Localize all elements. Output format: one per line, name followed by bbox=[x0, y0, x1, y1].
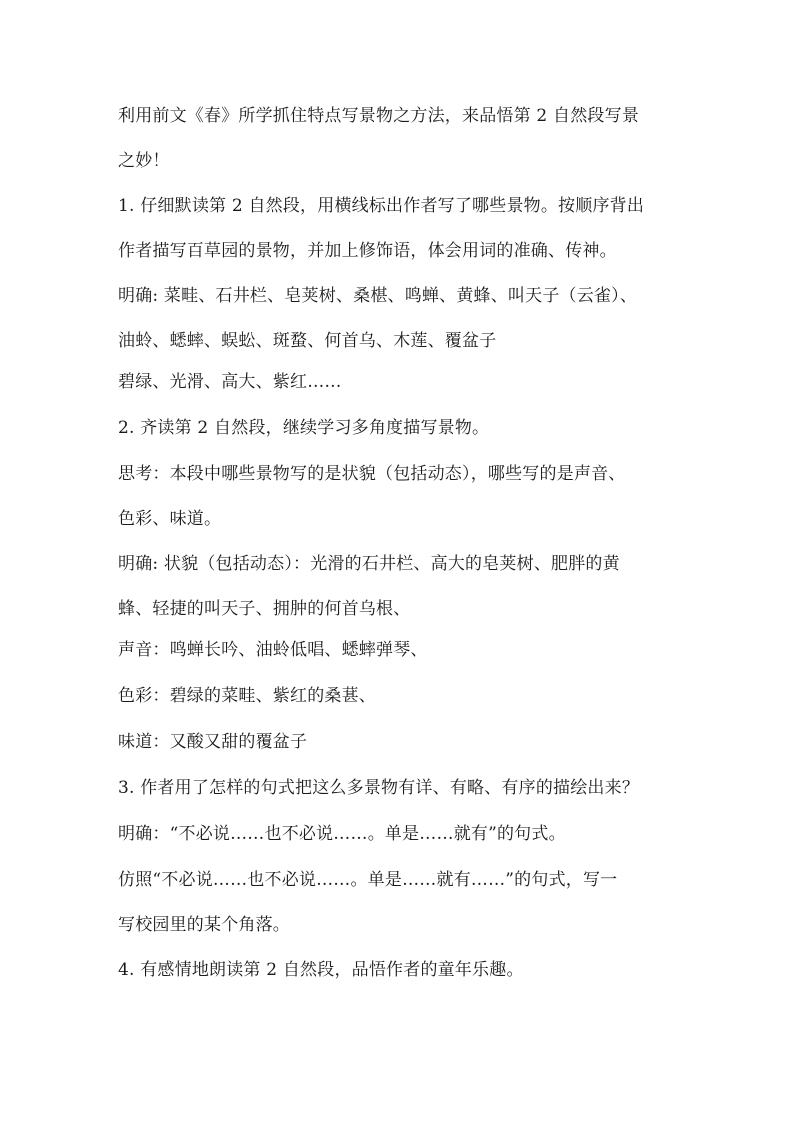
text-line: 明确: 状貌（包括动态）：光滑的石井栏、高大的皂荚树、肥胖的黄 bbox=[118, 554, 620, 574]
text-line: 之妙！ bbox=[118, 150, 170, 171]
answer-2-taste bbox=[118, 720, 718, 765]
writing-task bbox=[118, 858, 718, 947]
question-1 bbox=[118, 184, 718, 273]
text-line: 1. 仔细默读第 2 自然段，用横线标出作者写了哪些景物。按顺序背出 bbox=[118, 196, 645, 216]
text-line: 明确：“不必说……也不必说……。单是……就有”的句式。 bbox=[118, 824, 566, 844]
text-line: 思考：本段中哪些景物写的是状貌（包括动态），哪些写的是声音、 bbox=[118, 464, 626, 484]
text-line: 声音：鸣蝉长吟、油蛉低唱、蟋蟀弹琴、 bbox=[118, 640, 428, 660]
text-line: 利用前文《春》所学抓住特点写景物之方法，来品悟第 2 自然段写景 bbox=[118, 106, 640, 126]
answer-3 bbox=[118, 812, 718, 857]
answer-2-color bbox=[118, 674, 718, 719]
text-line: 3. 作者用了怎样的句式把这么多景物有详、有略、有序的描绘出来？ bbox=[118, 778, 640, 798]
text-line: 蜂、轻捷的叫天子、拥肿的何首乌根、 bbox=[118, 598, 411, 619]
text-line: 味道：又酸又甜的覆盆子 bbox=[118, 732, 308, 752]
text-line: 写校园里的某个角落。 bbox=[118, 914, 290, 935]
question-4 bbox=[118, 948, 718, 993]
text-line: 仿照“不必说……也不必说……。单是……就有……”的句式，写一 bbox=[118, 870, 618, 890]
text-line: 作者描写百草园的景物，并加上修饰语，体会用词的准确、传神。 bbox=[118, 240, 617, 261]
answer-1 bbox=[118, 274, 718, 363]
answer-1-modifiers bbox=[118, 360, 718, 405]
text-line: 油蛉、蟋蟀、蜈蚣、斑蝥、何首乌、木莲、覆盆子 bbox=[118, 330, 497, 351]
question-2 bbox=[118, 406, 718, 451]
question-3 bbox=[118, 766, 718, 811]
answer-2-sound bbox=[118, 628, 718, 673]
answer-2-appearance bbox=[118, 542, 718, 631]
text-line: 2. 齐读第 2 自然段，继续学习多角度描写景物。 bbox=[118, 418, 490, 438]
text-line: 色彩：碧绿的菜畦、紫红的桑葚、 bbox=[118, 686, 376, 706]
thinking-prompt bbox=[118, 452, 718, 541]
intro-paragraph bbox=[118, 94, 718, 183]
text-line: 碧绿、光滑、高大、紫红…… bbox=[118, 372, 342, 392]
text-line: 色彩、味道。 bbox=[118, 508, 222, 529]
text-line: 4. 有感情地朗读第 2 自然段，品悟作者的童年乐趣。 bbox=[118, 960, 524, 980]
text-line: 明确: 菜畦、石井栏、皂荚树、桑椹、鸣蝉、黄蜂、叫天子（云雀）、 bbox=[118, 286, 638, 306]
